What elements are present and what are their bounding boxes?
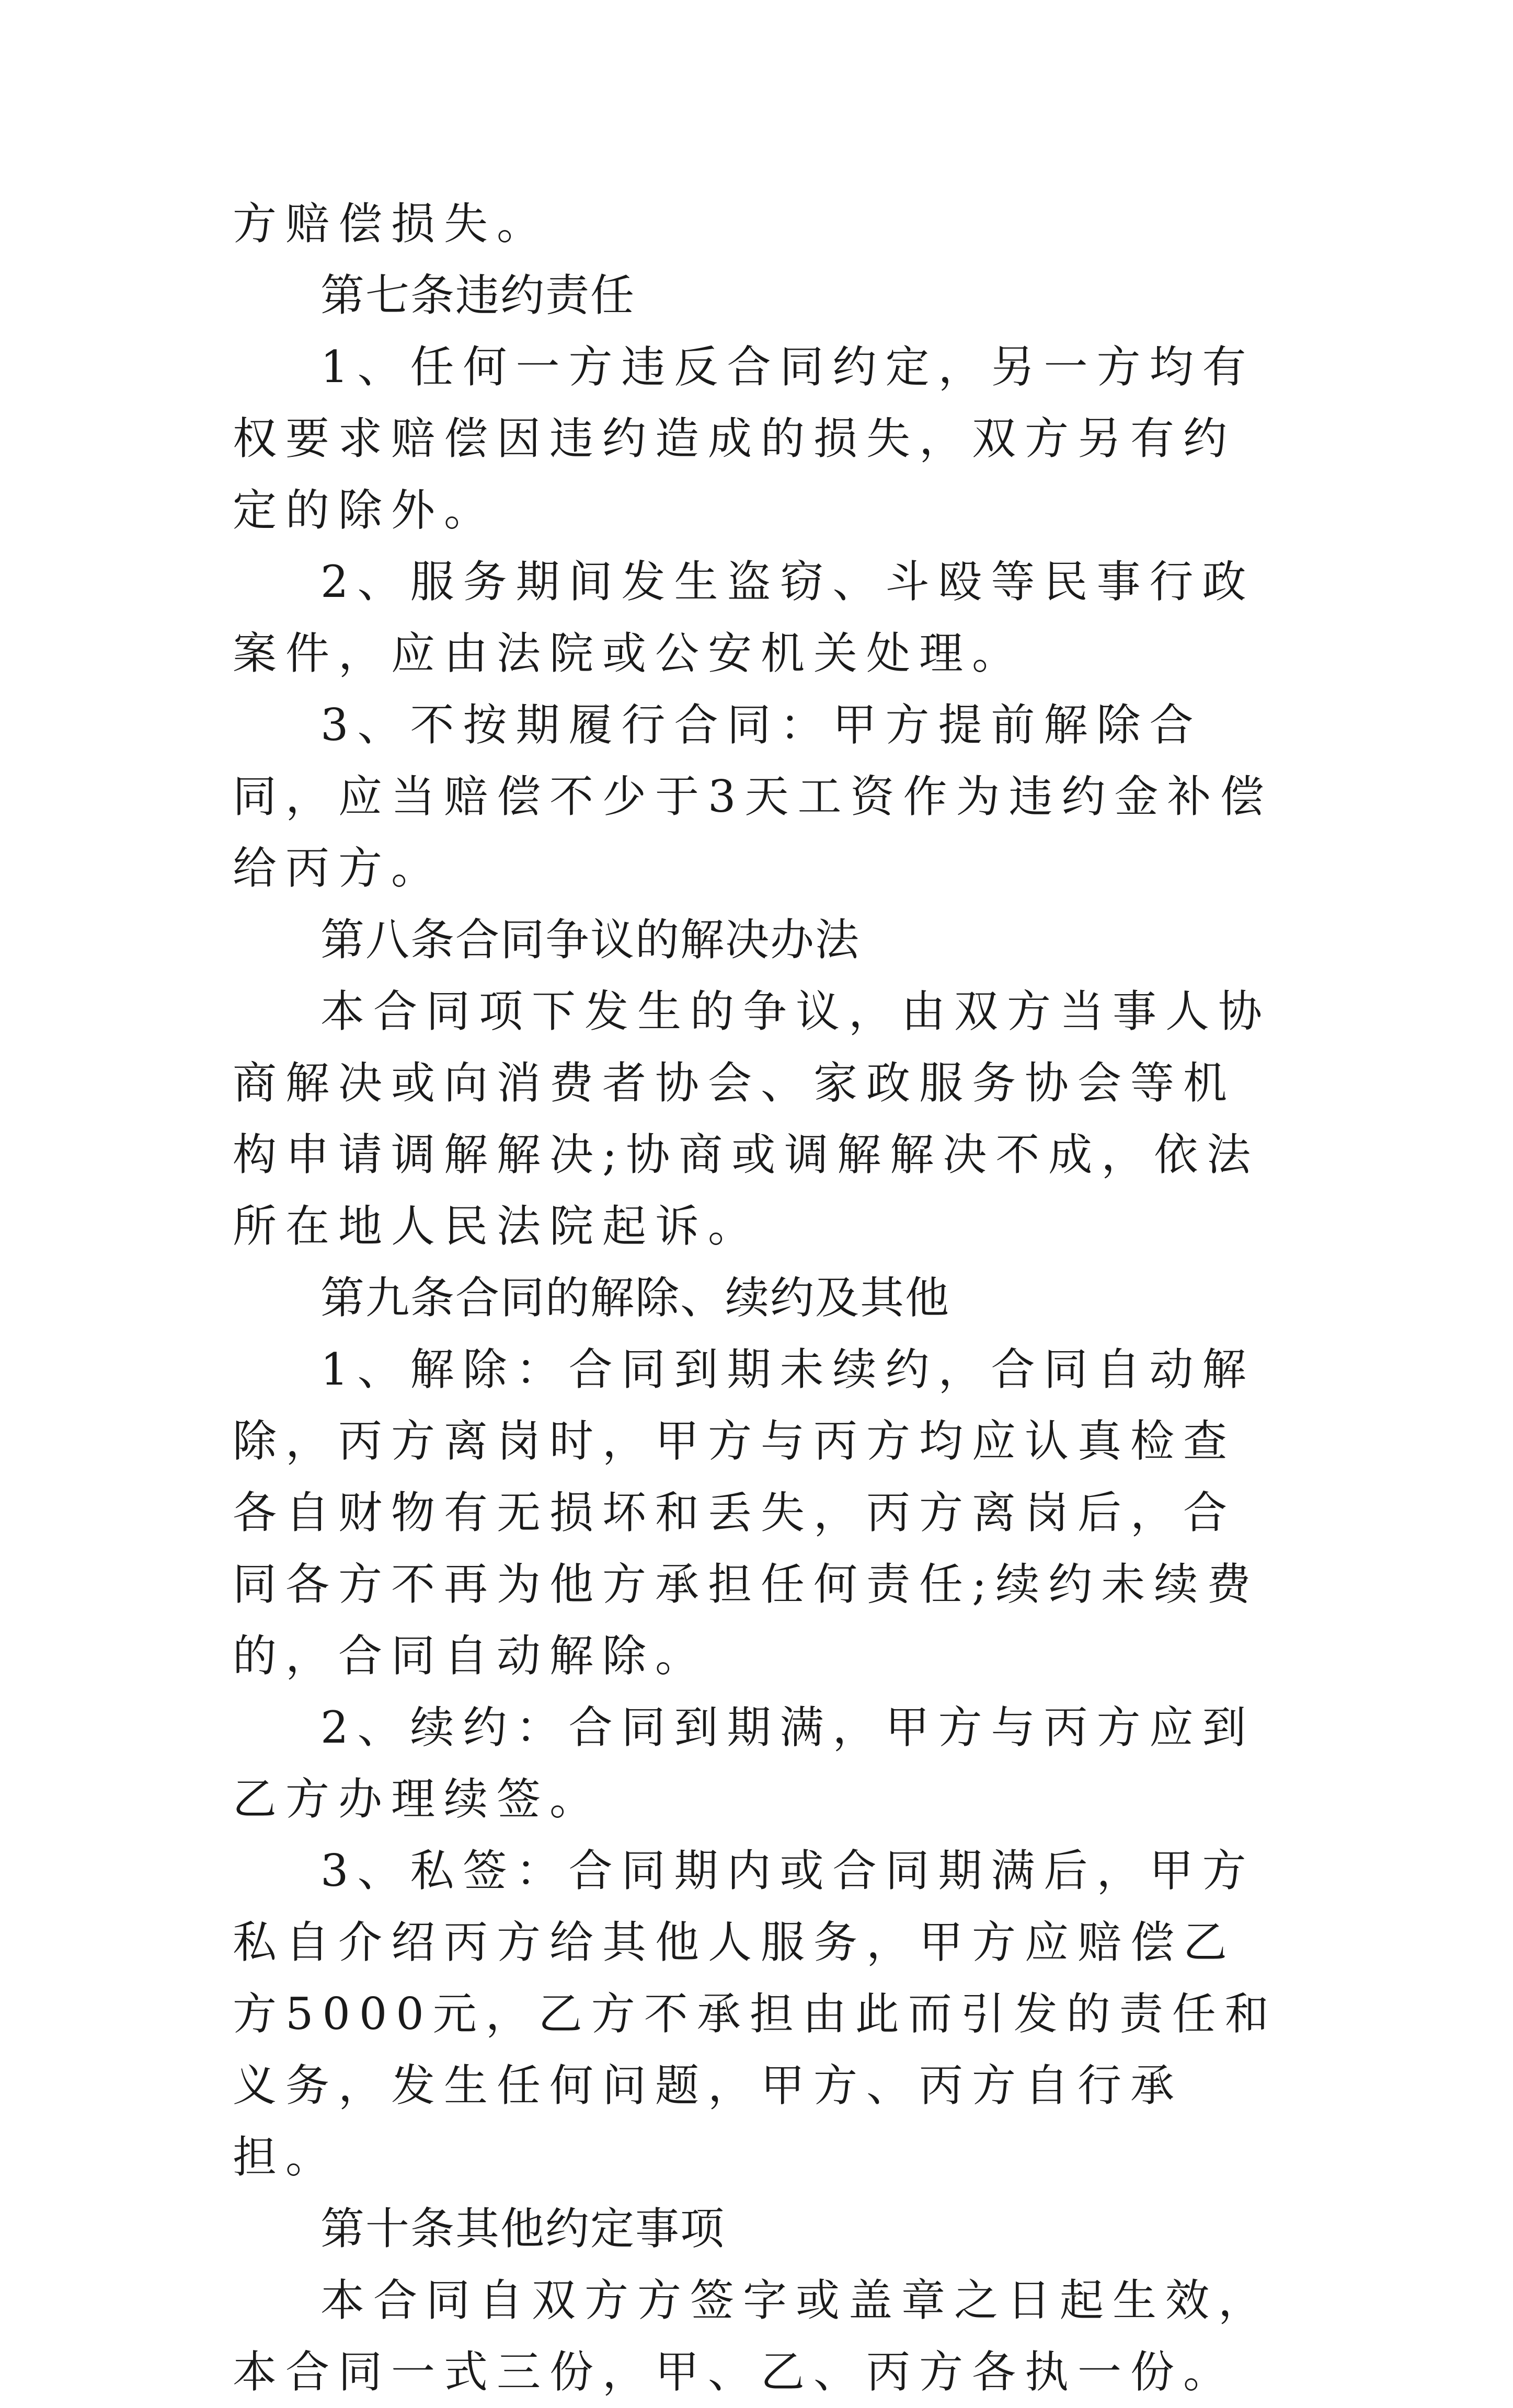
article-7-heading: 第七条违约责任 [320, 270, 636, 321]
article-9-clause-2: 2、续约：合同到期满，甲方与丙方应到乙方办理续签。 [233, 1702, 1255, 1825]
document-body [233, 188, 1283, 2408]
article-7-clause-3: 3、不按期履行合同：甲方提前解除合同，应当赔偿不少于3天工资作为违约金补偿给丙方。 [233, 699, 1273, 894]
article-9-clause-3: 3、私签：合同期内或合同期满后，甲方私自介绍丙方给其他人服务，甲方应赔偿乙方5000元，乙方不承担由此而引发的责任和义务，发生任何问题，甲方、丙方自行承担。 [233, 1845, 1278, 2183]
article-9-clause-1: 1、解除：合同到期未续约，合同自动解除，丙方离岗时，甲方与丙方均应认真检查各自财物有无损坏和丢失，丙方离岗后，合同各方不再为他方承担任何责任;续约未续费的，合同自动解除。 [233, 1344, 1260, 1681]
article-8-body: 本合同项下发生的争议，由双方当事人协商解决或向消费者协会、家政服务协会等机构申请调解解决;协商或调解解决不成，依法所在地人民法院起诉。 [233, 986, 1271, 1252]
article-7-clause-1: 1、任何一方违反合同约定，另一方均有权要求赔偿因违约造成的损失，双方另有约定的除外。 [233, 341, 1255, 536]
paragraph-continuation: 方赔偿损失。 [233, 198, 550, 249]
article-7-clause-2: 2、服务期间发生盗窃、斗殴等民事行政案件，应由法院或公安机关处理。 [233, 556, 1255, 679]
article-8-heading: 第八条合同争议的解决办法 [320, 914, 861, 965]
article-9-heading: 第九条合同的解除、续约及其他 [320, 1272, 950, 1323]
article-10-body: 本合同自双方方签字或盖章之日起生效，本合同一式三份，甲、乙、丙方各执一份。 [233, 2275, 1271, 2398]
article-10-heading: 第十条其他约定事项 [320, 2203, 726, 2254]
